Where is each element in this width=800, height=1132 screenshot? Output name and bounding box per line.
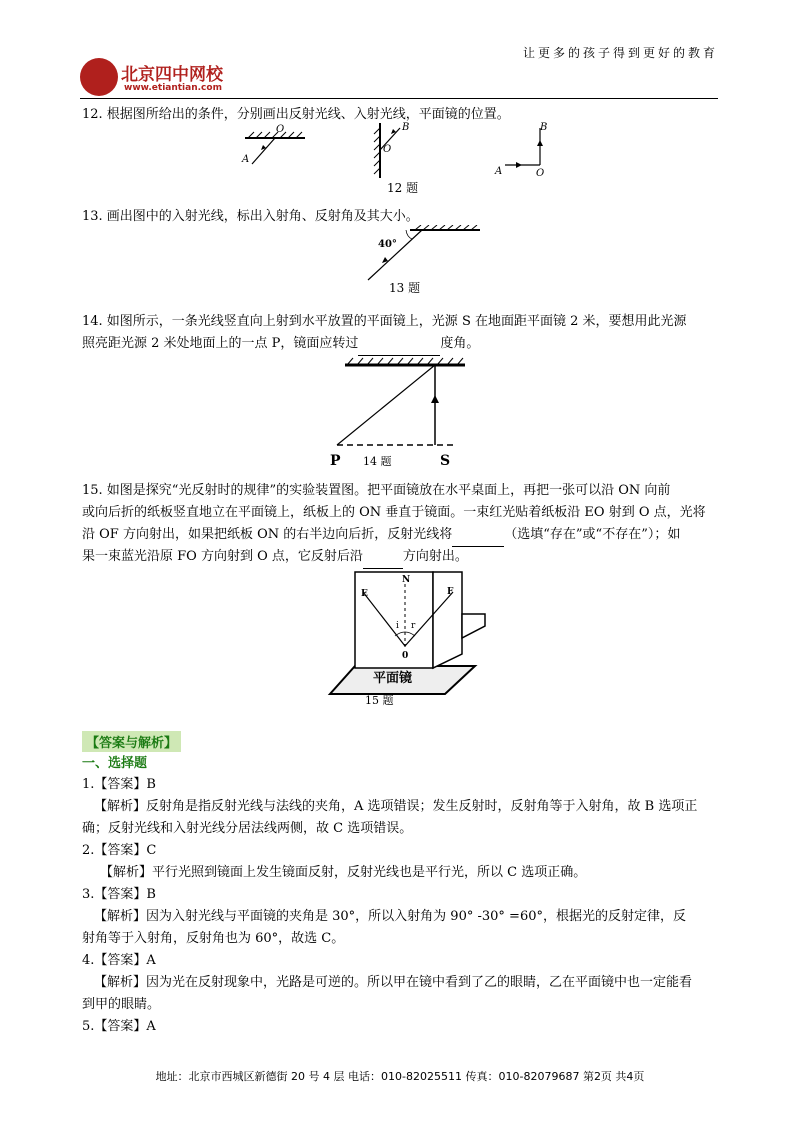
q14-label-p: P (330, 453, 341, 469)
answers-heading: 【答案与解析】 (82, 731, 181, 752)
q14-line2 (82, 333, 722, 356)
q14-caption: 14 题 (363, 455, 392, 468)
q15-line3-pre: 沿 OF 方向射出，如果把纸板 ON 的右半边向后折，反射光线将 (82, 527, 453, 542)
q12-label-b3: B (540, 122, 548, 133)
q12-label-a3: A (495, 166, 503, 177)
q13-text: 13. 画出图中的入射光线，标出入射角、反射角及其大小。 (82, 209, 419, 224)
page-footer: 地址：北京市西城区新德街 20 号 4 层 电话：010-82025511 传真：010-82079687 第2页 共4页 (155, 1070, 645, 1083)
q12-label-o2: O (383, 144, 392, 155)
q14-line1: 14. 如图所示，一条光线竖直向上射到水平放置的平面镜上，光源 S 在地面距平面镜 2 米，要想用此光源 (82, 314, 687, 329)
q15-label-e: E (361, 589, 368, 599)
explain-4b: 到甲的眼睛。 (82, 997, 161, 1012)
answer-5: 5.【答案】A (82, 1019, 156, 1034)
q15-line3-post: （选填“存在”或“不存在”）；如 (504, 527, 681, 542)
q15-label-f: F (447, 587, 454, 597)
logo-url: www.etiantian.com (124, 83, 222, 93)
q15-line4-post: 方向射出。 (402, 549, 468, 564)
explain-4a: 【解析】因为光在反射现象中，光路是可逆的。所以甲在镜中看到了乙的眼睛，乙在平面镜中也一定能看 (94, 975, 693, 990)
q14-label-s: S (440, 453, 451, 469)
q13-caption: 13 题 (389, 281, 421, 295)
answer-3: 3.【答案】B (82, 887, 156, 902)
answer-2: 2.【答案】C (82, 843, 157, 858)
q14-line2-post: 度角。 (440, 336, 480, 351)
q12-label-b: B (402, 122, 410, 133)
explain-3b: 射角等于入射角，反射角也为 60°，故选 C。 (82, 931, 345, 946)
q15-caption: 15 题 (365, 694, 394, 706)
logo-emblem (80, 58, 118, 96)
q15-label-r: r (411, 621, 416, 631)
q15-blank-1 (452, 524, 504, 547)
logo-text: 北京四中网校 (121, 65, 223, 85)
explain-2: 【解析】平行光照到镜面上发生镜面反射，反射光线也是平行光，所以 C 选项正确。 (100, 865, 587, 880)
explain-3a: 【解析】因为入射光线与平面镜的夹角是 30°，所以入射角为 90° -30° =60°，根据光的反射定律，反 (94, 909, 686, 924)
q13-figure (360, 225, 490, 285)
section-title: 一、选择题 (82, 756, 148, 771)
q15-label-i: i (396, 621, 399, 631)
q15-line2: 或向后折的纸板竖直地立在平面镜上，纸板上的 ON 垂直于镜面。一束红光贴着纸板沿 EO 射到 O 点，光将 (82, 505, 706, 520)
q15-line3 (82, 524, 722, 547)
q15-figure (325, 566, 500, 706)
answer-1: 1.【答案】B (82, 777, 156, 792)
q15-label-n: N (402, 575, 411, 585)
q12-label-o3: O (536, 168, 545, 179)
header-divider (80, 98, 718, 99)
header-slogan: 让更多的孩子得到更好的教育 (522, 46, 718, 60)
q12-caption: 12 题 (387, 181, 419, 195)
answer-4: 4.【答案】A (82, 953, 156, 968)
q15-line1: 15. 如图是探究“光反射时的规律”的实验装置图。把平面镜放在水平桌面上，再把一张可以沿 ON 向前 (82, 483, 671, 498)
q14-figure (325, 355, 475, 470)
q15-label-o: 0 (402, 651, 409, 661)
q12-label-a: A (242, 154, 250, 165)
q12-text: 12. 根据图所给出的条件，分别画出反射光线、入射光线，平面镜的位置。 (82, 107, 510, 122)
q14-blank (358, 333, 440, 356)
explain-1a: 【解析】反射角是指反射光线与法线的夹角，A 选项错误；发生反射时，反射角等于入射角，故 B 选项正 (94, 799, 698, 814)
q12-label-o: O (276, 124, 285, 135)
q15-line4-pre: 果一束蓝光沿原 FO 方向射到 O 点，它反射后沿 (82, 549, 363, 564)
q15-mirror-label: 平面镜 (373, 671, 413, 686)
q14-line2-pre: 照亮距光源 2 米处地面上的一点 P，镜面应转过 (82, 336, 359, 351)
q13-angle: 40° (378, 239, 397, 250)
explain-1b: 确；反射光线和入射光线分居法线两侧，故 C 选项错误。 (82, 821, 413, 836)
